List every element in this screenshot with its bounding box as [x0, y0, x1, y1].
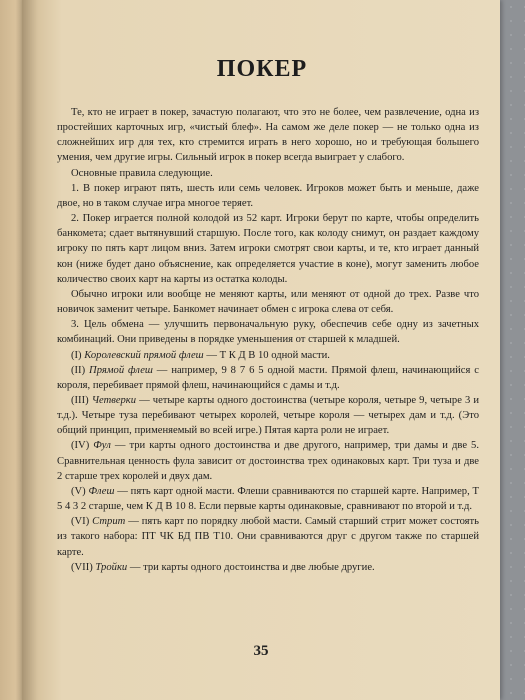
combination-3 — [57, 393, 479, 438]
combination-number: (VII) — [71, 561, 93, 573]
combination-number: (IV) — [71, 440, 90, 452]
combination-2 — [57, 363, 479, 393]
body-text — [57, 105, 479, 575]
rule-3: 3. Цель обмена — улучшить первоначальную руку, обеспечив себе одну из зачетных комбинаций. Они приведены в порядке уменьшения от старшей к младшей. — [57, 319, 479, 346]
combination-name: Четверки — [91, 394, 137, 406]
combination-text: — пять карт одной масти. Флеши сравниваются по старшей карте. Например, Т 5 4 3 2 старше, чем К Д В 10 8. Если первые карты одинаковые, сравнивают по второй и т.д. — [57, 485, 479, 513]
book-page — [22, 0, 500, 700]
combination-name: Флеш — [88, 485, 115, 497]
combination-5 — [57, 484, 479, 514]
combination-name: Стрит — [92, 516, 126, 528]
rules-heading: Основные правила следующие. — [71, 167, 213, 179]
exchange-note: Обычно игроки или вообще не меняют карты, или меняют от одной до трех. Разве что новичок заменит четыре. Банкомет начинает обмен с игрока слева от себя. — [57, 288, 479, 316]
combination-name: Фул — [93, 440, 111, 452]
combination-number: (V) — [71, 485, 86, 497]
page-content — [57, 56, 479, 575]
combination-text: — например, 9 8 7 6 5 одной масти. Прямой флеш, начинающийся с короля, перебивает прямой флеш, начинающийся с дамы и т.д. — [57, 364, 479, 391]
rule-2: 2. Покер играется полной колодой из 52 карт. Игроки берут по карте, чтобы определить банкомета; сдает вытянувший старшую. После того, как колоду снимут, он раздает каждому игроку по пять карт лицом вниз. Затем игроки смотрят свои карты, и те, кто играет данный кон (ниже будет дано объяснение, как определяется участие в коне), могут заменить любое количество своих карт на карты из остатка колоды. — [57, 213, 479, 285]
page-number: 35 — [253, 643, 269, 659]
page-title: ПОКЕР — [216, 56, 308, 82]
combination-text: — Т К Д В 10 одной масти. — [203, 349, 330, 361]
combination-number: (II) — [71, 364, 86, 376]
combination-4 — [57, 438, 479, 483]
combination-text: — пять карт по порядку любой масти. Самый старший стрит может состоять из такого набора: ПТ ЧК БД ПВ Т10. Они сравниваются друг с другом также по старшей карте. — [57, 516, 479, 558]
combination-number: (VI) — [71, 516, 90, 528]
combination-7 — [57, 560, 479, 575]
combination-name: Королевский прямой флеш — [84, 349, 204, 361]
rule-1: 1. В покер играют пять, шесть или семь человек. Игроков может быть и меньше, даже двое, но в таком случае игра многое теряет. — [57, 182, 479, 209]
combination-name: Прямой флеш — [89, 364, 153, 376]
combination-text: — четыре карты одного достоинства (четыре короля, четыре 9, четыре 3 и т.д.). Четыре туза перебивают четырех королей, четыре короля — четырех дам и т.д. (Это общий принцип, применяемый во всей игре.) Пятая карта роли не играет. — [57, 394, 479, 437]
intro-paragraph: Те, кто не играет в покер, зачастую полагают, что это не более, чем развлечение, одна из простейших карточных игр, «чистый блеф». На самом же деле покер — не только одна из сложнейших игр для тех, кто стремится играть в него хорошо, но и требующая большего умения, чем другие игры. Сильный игрок в покер всегда выиграет у слабого. — [57, 107, 479, 164]
combination-number: (I) — [71, 349, 82, 361]
combination-number: (III) — [71, 394, 89, 406]
combination-text: — три карты одного достоинства и две другого, например, три дамы и две 5. Сравнительная ценность фула зависит от достоинства трех одинаковых карт. Три туза и две 2 старше трех королей и двух дам. — [57, 440, 479, 482]
combination-name: Тройки — [95, 561, 128, 573]
combination-text: — три карты одного достоинства и две любые другие. — [127, 561, 375, 573]
combination-1 — [57, 348, 479, 363]
combination-6 — [57, 514, 479, 559]
